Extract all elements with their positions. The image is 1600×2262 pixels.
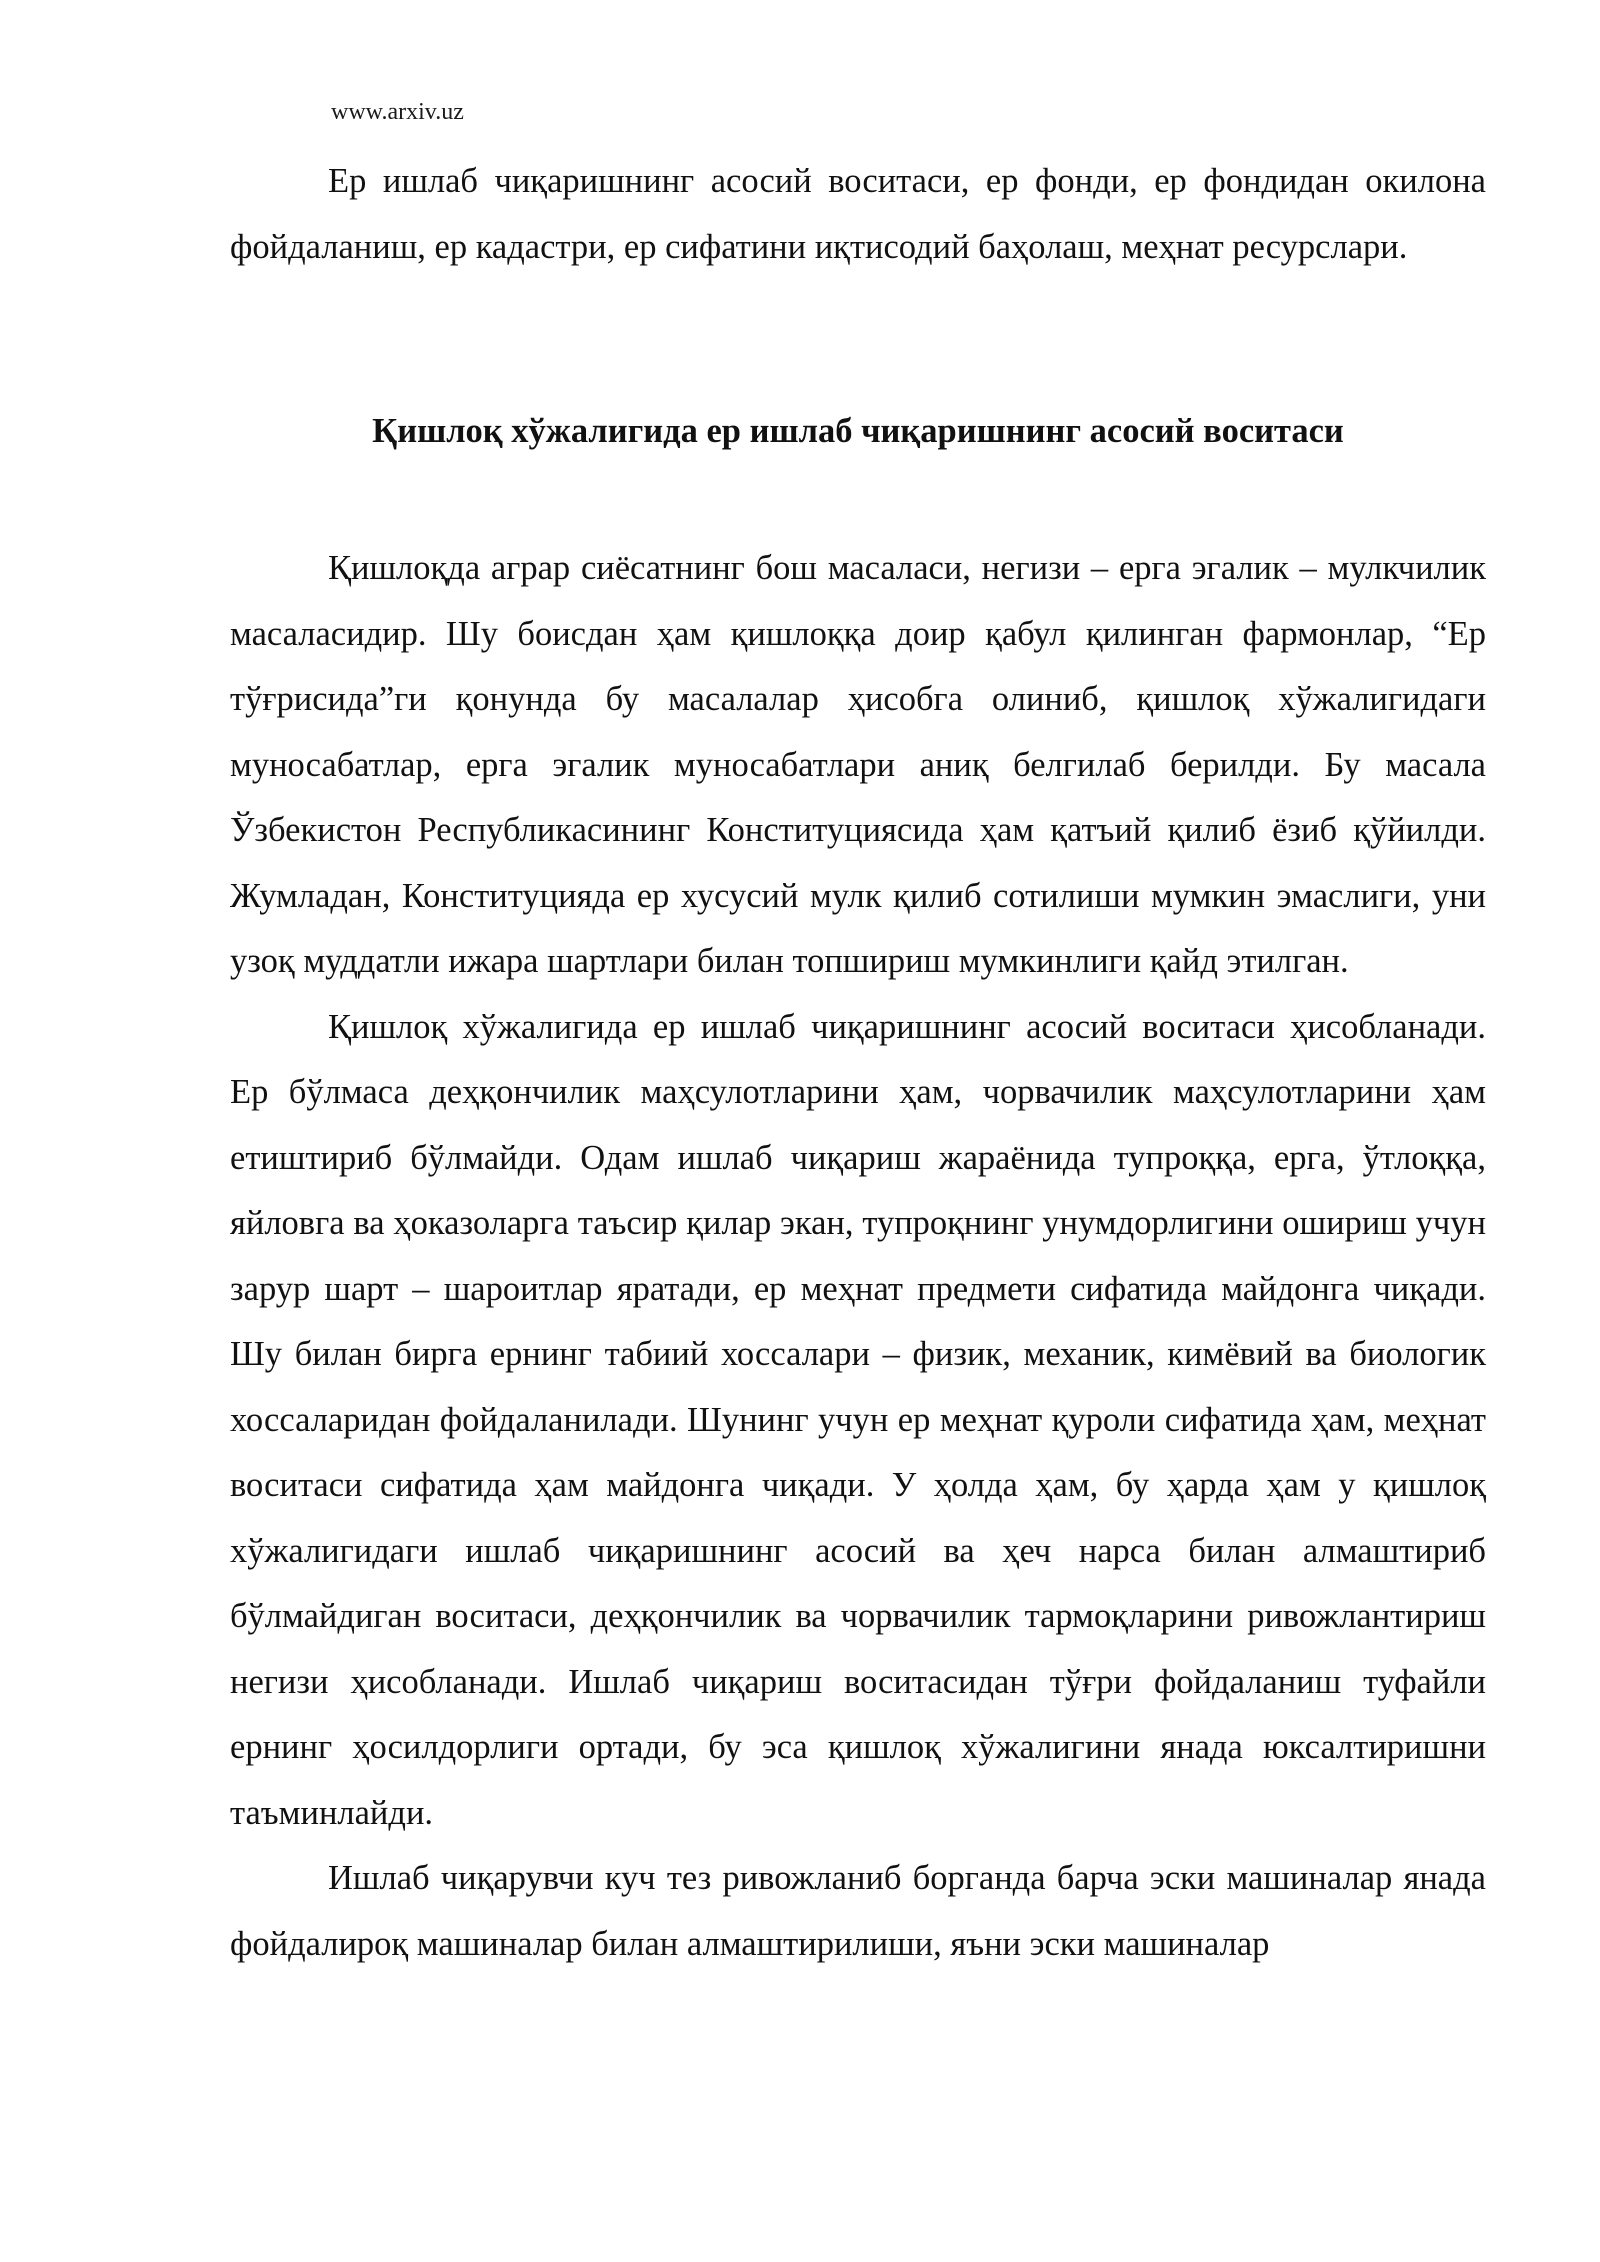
intro-block — [230, 149, 1486, 280]
body-text-block — [230, 536, 1486, 1977]
body-paragraph-2: Қишлоқ хўжалигида ер ишлаб чиқаришнинг асосий воситаси ҳисобланади. Ер бўлмаса деҳқончилик маҳсулотларини ҳам, чорвачилик маҳсулотларини ҳам етиштириб бўлмайди. Одам ишлаб чиқариш жараёнида тупроққа, ерга, ўтлоққа, яйловга ва ҳоказоларга таъсир қилар экан, тупроқнинг унумдорлигини ошириш учун зарур шарт – шароитлар яратади, ер меҳнат предмети сифатида майдонга чиқади. Шу билан бирга ернинг табиий хоссалари – физик, механик, кимёвий ва биологик хоссаларидан фойдаланилади. Шунинг учун ер меҳнат қуроли сифатида ҳам, меҳнат воситаси сифатида ҳам майдонга чиқади. У ҳолда ҳам, бу ҳарда ҳам у қишлоқ хўжалигидаги ишлаб чиқаришнинг асосий ва ҳеч нарса билан алмаштириб бўлмайдиган воситаси, деҳқончилик ва чорвачилик тармоқларини ривожлантириш негизи ҳисобланади. Ишлаб чиқариш воситасидан тўғри фойдаланиш туфайли ернинг ҳосилдорлиги ортади, бу эса қишлоқ хўжалигини янада юксалтиришни таъминлайди. — [230, 1007, 1486, 1832]
intro-paragraph: Ер ишлаб чиқаришнинг асосий воситаси, ер фонди, ер фондидан окилона фойдаланиш, ер кадастри, ер сифатини иқтисодий баҳолаш, меҳнат ресурслари. — [230, 162, 1486, 266]
section-heading: Қишлоқ хўжалигида ер ишлаб чиқаришнинг асосий воситаси — [372, 412, 1344, 450]
body-paragraph-1: Қишлоқда аграр сиёсатнинг бош масаласи, негизи – ерга эгалик – мулкчилик масаласидир. Шу боисдан ҳам қишлоққа доир қабул қилинган фармонлар, “Ер тўғрисида”ги қонунда бу масалалар ҳисобга олиниб, қишлоқ хўжалигидаги муносабатлар, ерга эгалик муносабатлари аниқ белгилаб берилди. Бу масала Ўзбекистон Республикасининг Конституциясида ҳам қатъий қилиб ёзиб қўйилди. Жумладан, Конституцияда ер хусусий мулк қилиб сотилиши мумкин эмаслиги, уни узоқ муддатли ижара шартлари билан топшириш мумкинлиги қайд этилган. — [230, 549, 1486, 980]
site-url-header: www.arxiv.uz — [331, 99, 464, 125]
body-paragraph-3: Ишлаб чиқарувчи куч тез ривожланиб борганда барча эски машиналар янада фойдалироқ машиналар билан алмаштирилиши, яъни эски машиналар — [230, 1859, 1486, 1963]
